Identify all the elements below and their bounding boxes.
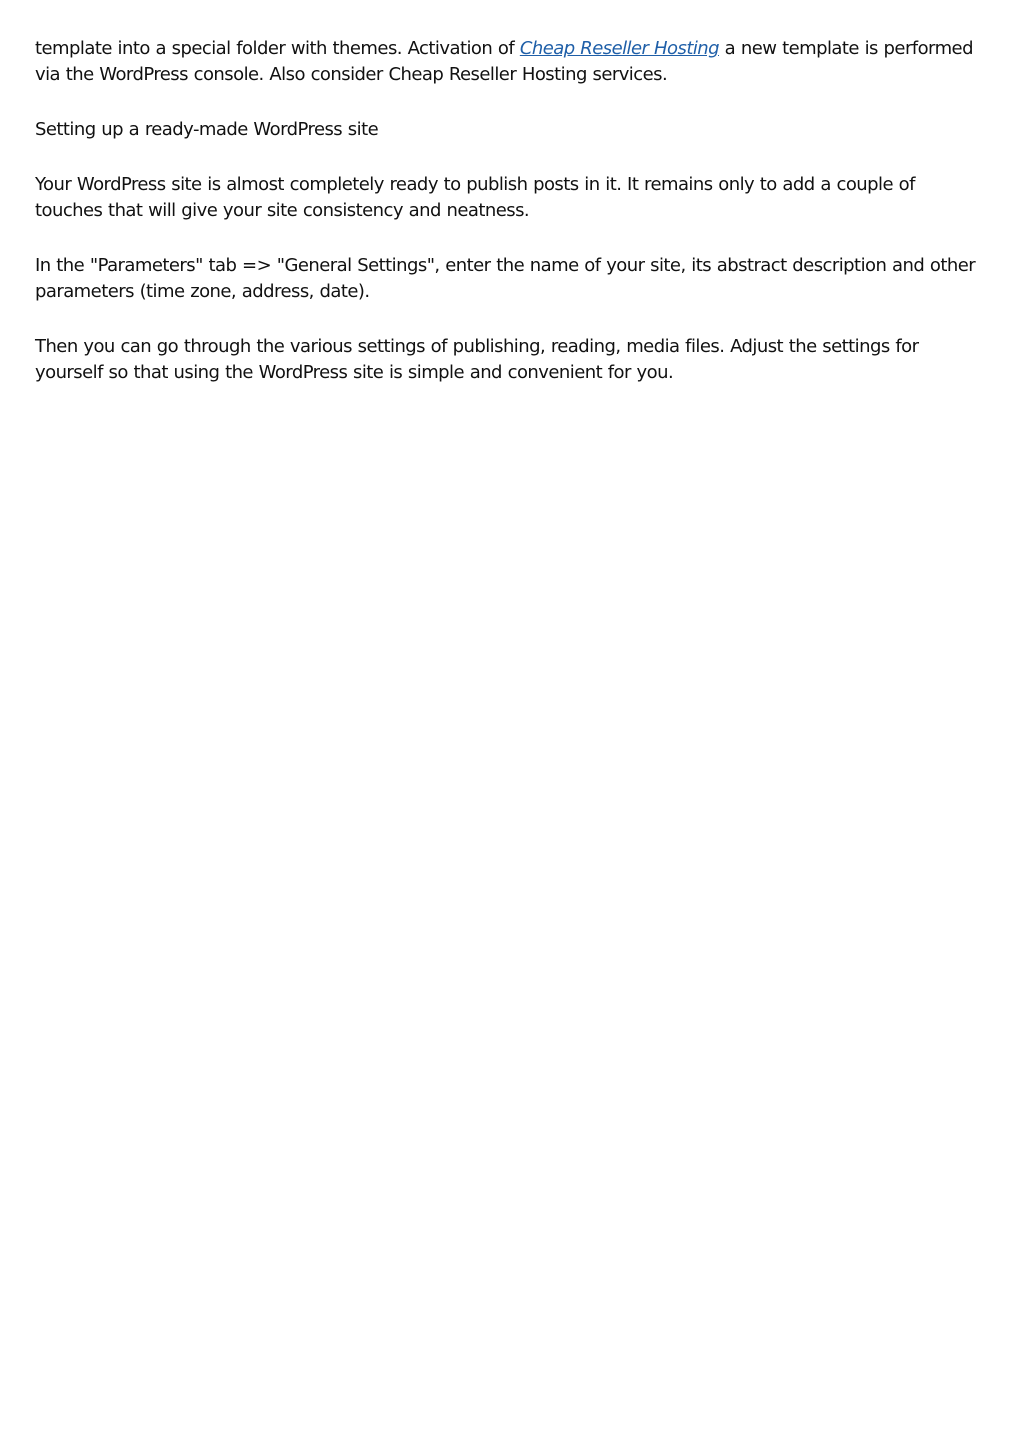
section-heading-setup: Setting up a ready-made WordPress site bbox=[35, 119, 379, 140]
paragraph-text-after-link: a new template is performed via the WordPress console. Also consider Cheap Reseller Hosting services. bbox=[35, 38, 973, 85]
paragraph-site-ready: Your WordPress site is almost completely ready to publish posts in it. It remains only to add a couple of touches that will give your site consistency and neatness. bbox=[35, 174, 915, 221]
document-page bbox=[35, 36, 985, 415]
cheap-reseller-hosting-link[interactable]: Cheap Reseller Hosting bbox=[519, 38, 720, 59]
paragraph-theme-activation bbox=[35, 36, 985, 88]
paragraph-text-before-link: template into a special folder with themes. Activation of bbox=[35, 38, 520, 59]
paragraph-adjust-settings: Then you can go through the various settings of publishing, reading, media files. Adjust the settings for yourself so that using the WordPress site is simple and convenient for you. bbox=[35, 336, 919, 383]
paragraph-general-settings: In the "Parameters" tab => "General Settings", enter the name of your site, its abstract description and other parameters (time zone, address, date). bbox=[35, 255, 976, 302]
